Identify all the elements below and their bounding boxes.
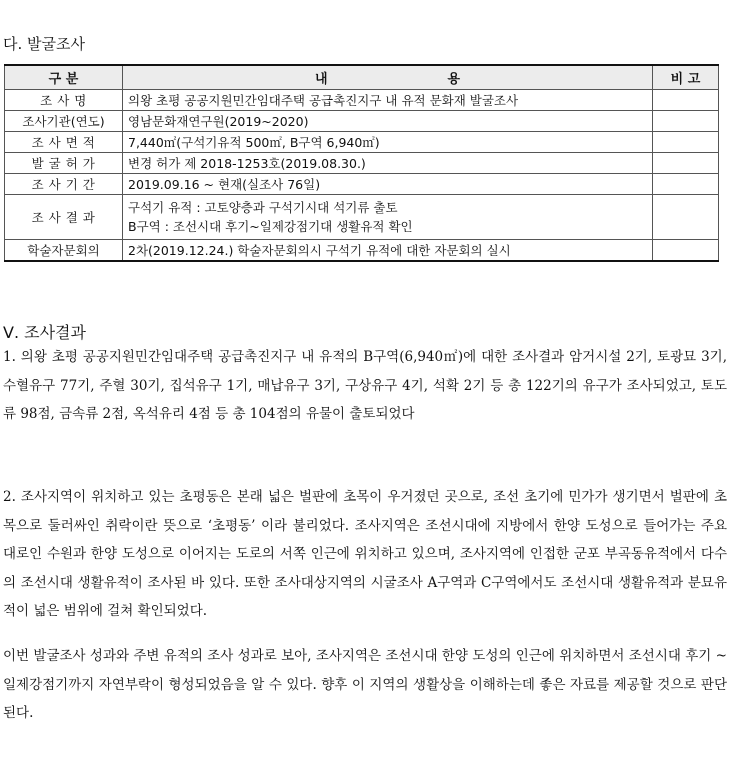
excavation-info-table [4, 64, 719, 262]
section-title-results: Ⅴ. 조사결과 [3, 323, 86, 342]
table-row [5, 153, 719, 174]
row-content: 영남문화재연구원(2019~2020) [123, 111, 653, 132]
header-content-right: 용 [447, 72, 461, 87]
table-row [5, 132, 719, 153]
table-row [5, 90, 719, 111]
row-label: 학술자문회의 [5, 240, 123, 262]
row-content-line: B구역 : 조선시대 후기~일제강점기대 생활유적 확인 [128, 219, 413, 234]
row-remarks [653, 240, 719, 262]
row-content: 의왕 초평 공공지원민간임대주택 공급촉진지구 내 유적 문화재 발굴조사 [123, 90, 653, 111]
row-remarks [653, 90, 719, 111]
row-remarks [653, 132, 719, 153]
results-paragraph-1: 1. 의왕 초평 공공지원민간임대주택 공급촉진지구 내 유적의 B구역(6,940㎡)에 대한 조사결과 암거시설 2기, 토광묘 3기, 수혈유구 77기, 주혈 30기, 집석유구 1기, 매납유구 3기, 구상유구 4기, 석확 2기 등 총 122기의 유구가 조사되었고, 토도류 98점, 금속류 2점, 옥석유리 4점 등 총 104점의 유물이 출토되었다 [3, 349, 727, 422]
row-label: 발 굴 허 가 [5, 153, 123, 174]
row-label: 조사기관(연도) [5, 111, 123, 132]
row-remarks [653, 195, 719, 240]
table-header-row [5, 65, 719, 90]
row-remarks [653, 111, 719, 132]
row-label: 조 사 기 간 [5, 174, 123, 195]
header-remarks: 비 고 [653, 65, 719, 90]
header-content-left: 내 [314, 72, 328, 87]
row-label: 조 사 명 [5, 90, 123, 111]
table-row [5, 240, 719, 262]
row-content: 2차(2019.12.24.) 학술자문회의시 구석기 유적에 대한 자문회의 실시 [123, 240, 653, 262]
row-content-line: 구석기 유적 : 고토양층과 구석기시대 석기류 출토 [128, 200, 398, 215]
row-content: 7,440㎡(구석기유적 500㎡, B구역 6,940㎡) [123, 132, 653, 153]
results-paragraph-2: 2. 조사지역이 위치하고 있는 초평동은 본래 넓은 벌판에 초목이 우거졌던 곳으로, 조선 초기에 민가가 생기면서 벌판에 초목으로 둘러싸인 취락이란 뜻으로 ‘초평동’ 이라 불리었다. 조사지역은 조선시대에 지방에서 한양 도성으로 들어가는 주요 대로인 수원과 한양 도성으로 이어지는 도로의 서쪽 인근에 위치하고 있으며, 조사지역에 인접한 군포 부곡동유적에서 다수의 조선시대 생활유적이 조사된 바 있다. 또한 조사대상지역의 시굴조사 A구역과 C구역에서도 조선시대 생활유적과 분묘유적이 넓은 범위에 걸쳐 확인되었다. [3, 489, 727, 619]
table-row [5, 111, 719, 132]
results-paragraph-3: 이번 발굴조사 성과와 주변 유적의 조사 성과로 보아, 조사지역은 조선시대 한양 도성의 인근에 위치하면서 조선시대 후기 ~ 일제강점기까지 자연부락이 형성되었음을 알 수 있다. 향후 이 지역의 생활상을 이해하는데 좋은 자료를 제공할 것으로 판단된다. [3, 648, 727, 721]
row-content: 변경 허가 제 2018-1253호(2019.08.30.) [123, 153, 653, 174]
row-content: 2019.09.16 ~ 현재(실조사 76일) [123, 174, 653, 195]
section-title-excavation: 다. 발굴조사 [3, 35, 85, 53]
row-content [123, 195, 653, 240]
header-category: 구 분 [5, 65, 123, 90]
header-content [123, 65, 653, 90]
table-row [5, 174, 719, 195]
row-label: 조 사 면 적 [5, 132, 123, 153]
table-row [5, 195, 719, 240]
row-remarks [653, 153, 719, 174]
row-remarks [653, 174, 719, 195]
row-label: 조 사 결 과 [5, 195, 123, 240]
